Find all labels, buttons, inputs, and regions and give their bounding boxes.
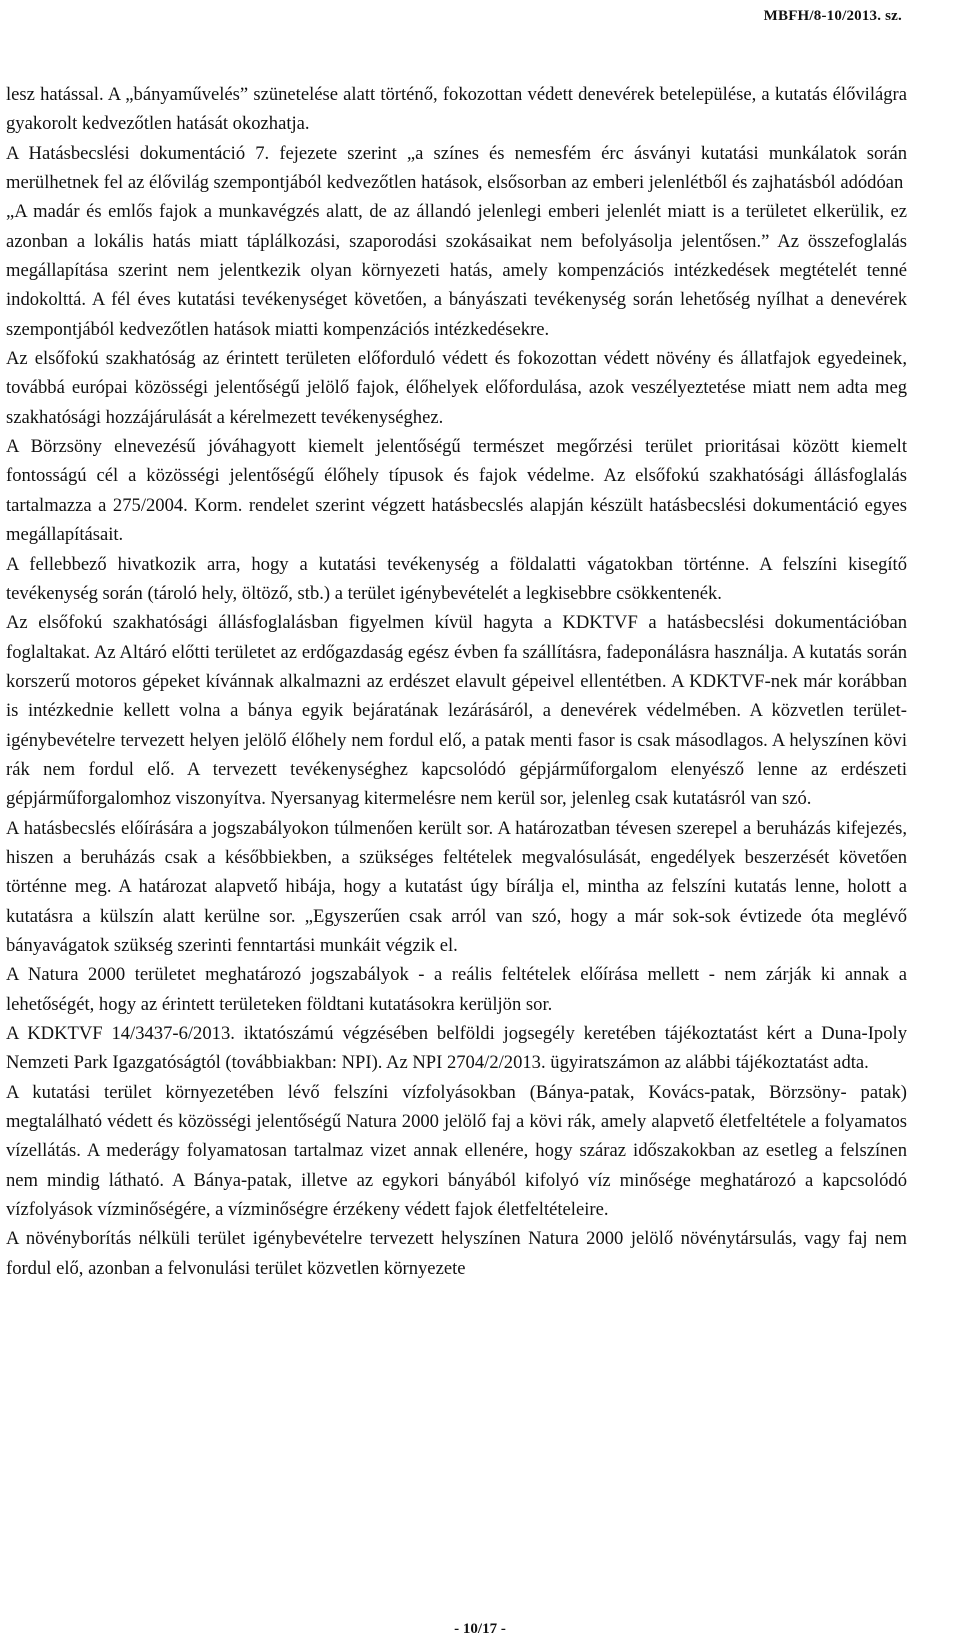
paragraph: Az elsőfokú szakhatósági állásfoglalásban figyelmen kívül hagyta a KDKTVF a hatásbecslési dokumentációban foglaltakat. Az Altáró előtti területet az erdőgazdaság egész évben fa szállításra, fadeponálásra használja. A kutatás során korszerű motoros gépeket kívánnak alkalmazni az erdészet elavult gépeivel ellentétben. A KDKTVF-nek már korábban is intézkednie kellett volna a bánya egyik bejáratának lezárásáról, a denevérek védelmében. A közvetlen terület-igénybevételre tervezett helyen jelölő élőhely nem fordul elő, a patak menti fasor is csak másodlagos. A helyszínen kövi rák nem fordul elő. A tervezett tevékenységhez kapcsolódó gépjárműforgalom elenyésző lenne az erdészeti gépjárműforgalomhoz viszonyítva. Nyersanyag kitermelésre nem kerül sor, jelenleg csak kutatásról van szó.: [6, 612, 907, 810]
paragraph: A kutatási terület környezetében lévő felszíni vízfolyásokban (Bánya-patak, Kovács-patak, Börzsöny- patak) megtalálható védett és közösségi jelentőségű Natura 2000 jelölő faj a kövi rák, amely alapvető életfeltétele a folyamatos vízellátás. A mederágy folyamatosan tartalmaz vizet annak ellenére, hogy száraz időszakokban az esetleg a felszínen nem mindig látható. A Bánya-patak, illetve az egykori bányából kifolyó víz minősége meghatározó a kapcsolódó vízfolyások vízminőségére, a vízminőségre érzékeny védett fajok életfeltételeire.: [6, 1081, 907, 1221]
page-number: - 10/17 -: [454, 1621, 506, 1637]
paragraph: A Hatásbecslési dokumentáció 7. fejezete szerint „a színes és nemesfém érc ásványi kutatási munkálatok során merülhetnek fel az élővilág szempontjából kedvezőtlen hatások, elsősorban az emberi jelenlétből és zajhatásból adódóan: [6, 142, 907, 194]
document-id-header: MBFH/8-10/2013. sz.: [763, 8, 902, 24]
paragraph: lesz hatással. A „bányaművelés” szünetelése alatt történő, fokozottan védett denevérek betelepülése, a kutatás élővilágra gyakorolt kedvezőtlen hatását okozhatja.: [6, 84, 907, 135]
paragraph: A Natura 2000 területet meghatározó jogszabályok - a reális feltételek előírása mellett - nem zárják ki annak a lehetőségét, hogy az érintett területeken földtani kutatásokra kerüljön sor.: [6, 964, 907, 1015]
paragraph: A KDKTVF 14/3437-6/2013. iktatószámú végzésében belföldi jogsegély keretében tájékoztatást kért a Duna-Ipoly Nemzeti Park Igazgatóságtól (továbbiakban: NPI). Az NPI 2704/2/2013. ügyiratszámon az alábbi tájékoztatást adta.: [6, 1023, 907, 1074]
paragraph: A fellebbező hivatkozik arra, hogy a kutatási tevékenység a földalatti vágatokban történne. A felszíni kisegítő tevékenység során (tároló hely, öltöző, stb.) a terület igénybevételét a legkisebbre csökkentenék.: [6, 553, 907, 604]
paragraph: „A madár és emlős fajok a munkavégzés alatt, de az állandó jelenlegi emberi jelenlét miatt is a területet elkerülik, ez azonban a lokális hatás miatt táplálkozási, szaporodási szokásaikat nem befolyásolja jelentősen.” Az összefoglalás megállapítása szerint nem jelentkezik olyan környezeti hatás, amely kompenzációs intézkedések megtételét tenné indokolttá. A fél éves kutatási tevékenységet követően, a bányászati tevékenység során lehetőség nyílhat a denevérek szempontjából kedvezőtlen hatások miatti kompenzációs intézkedésekre.: [6, 201, 907, 340]
paragraph: A hatásbecslés előírására a jogszabályokon túlmenően került sor. A határozatban tévesen szerepel a beruházás kifejezés, hiszen a beruházás csak a későbbiekben, a szükséges feltételek megvalósulását, engedélyek beszerzését követően történne meg. A határozat alapvető hibája, hogy a kutatást úgy bírálja el, mintha az felszíni kutatás lenne, holott a kutatásra a külszín alatt kerülne sor. „Egyszerűen csak arról van szó, hogy a már sok-sok évtizede óta meglévő bányavágatok szükség szerinti fenntartási munkáit végzik el.: [6, 817, 907, 956]
paragraph: A növényborítás nélküli terület igénybevételre tervezett helyszínen Natura 2000 jelölő növénytársulás, vagy faj nem fordul elő, azonban a felvonulási terület közvetlen környezete: [6, 1228, 907, 1279]
paragraph: A Börzsöny elnevezésű jóváhagyott kiemelt jelentőségű természet megőrzési terület prioritásai között kiemelt fontosságú cél a közösségi jelentőségű élőhely típusok és fajok védelme. Az elsőfokú szakhatósági állásfoglalás tartalmazza a 275/2004. Korm. rendelet szerint végzett hatásbecslés alapján készült hatásbecslési dokumentáció egyes megállapításait.: [6, 436, 907, 546]
document-body: [6, 80, 907, 1283]
paragraph: Az elsőfokú szakhatóság az érintett területen előforduló védett és fokozottan védett növény és állatfajok egyedeinek, továbbá európai közösségi jelentőségű jelölő fajok, élőhelyek előfordulása, azok veszélyeztetése miatt nem adta meg szakhatósági hozzájárulását a kérelmezett tevékenységhez.: [6, 348, 907, 428]
